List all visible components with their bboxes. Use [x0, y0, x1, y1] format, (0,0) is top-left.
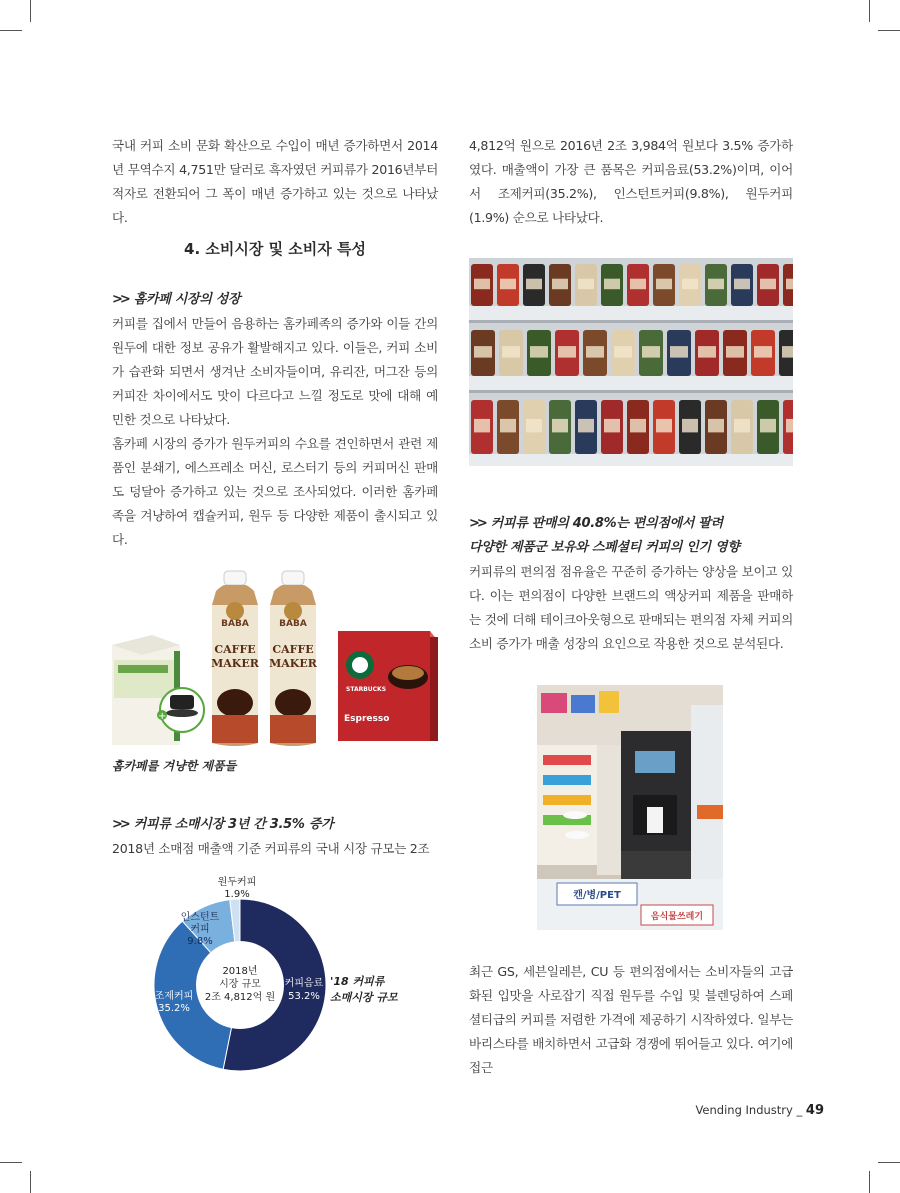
shelf-product-label — [474, 346, 492, 358]
shelf-product-label — [682, 279, 698, 290]
slice-label-instant-2: 커피 — [190, 924, 210, 935]
shelf-product-label — [670, 346, 688, 358]
slice-label-instant: 인스턴트 — [180, 912, 220, 923]
convenience-store-shelf-photo — [469, 258, 793, 466]
subhead-home-cafe: >> 홈카페 시장의 성장 — [112, 292, 241, 307]
shelf-product-label — [786, 419, 793, 433]
subhead-convenience-1: >> 커피류 판매의 40.8%는 편의점에서 팔려 — [469, 516, 723, 531]
intro-paragraph: 국내 커피 소비 문화 확산으로 수입이 매년 증가하면서 2014년 무역수지 4,751만 달러로 흑자였던 커피류가 2016년부터 적자로 전환되어 그 폭이 매년 증가하고 있는 것으로 나타났다. — [112, 138, 438, 225]
chart-side-label-1: '18 커피류 — [330, 975, 385, 988]
bottle-brand-label: BABA — [221, 619, 249, 629]
shelf-product-label — [734, 279, 750, 290]
shelf-product-label — [500, 419, 516, 433]
market-size-paragraph: 4,812억 원으로 2016년 2조 3,984억 원보다 3.5% 증가하였다. 매출액이 가장 큰 품목은 커피음료(53.2%)이며, 이어서 조제커피(35.2%), 인스턴트커피(9.8%), 원두커피(1.9%) 순으로 나타났다. — [469, 138, 793, 225]
bottle-label-line1: CAFFE — [214, 643, 256, 656]
shelf-product-label — [474, 279, 490, 290]
bin-label-food: 음식물쓰레기 — [650, 912, 704, 922]
coffee-machine-photo — [537, 685, 723, 930]
bottle-label-line1: CAFFE — [272, 643, 314, 656]
shelf-product-label — [726, 346, 744, 358]
shelf-product-label — [604, 419, 620, 433]
specialty-paragraph: 최근 GS, 세븐일레븐, CU 등 편의점에서는 소비자들의 고급화된 입맛을 사로잡기 직접 원두를 수입 및 블렌딩하여 스페셜티급의 커피를 저렴한 가격에 제공하기 시작하였다. 일부는 바리스타를 배치하면서 고급화 경쟁에 뛰어들고 있다. 여기에 접근 — [469, 964, 793, 1075]
shelf-product-label — [630, 419, 646, 433]
crop-mark — [878, 30, 900, 31]
center-label-year: 2018년 — [222, 966, 258, 977]
crop-mark — [30, 1171, 31, 1193]
shelf-product-label — [642, 346, 660, 358]
donut-svg — [140, 870, 440, 1080]
home-cafe-paragraph-1: 커피를 집에서 만들어 음용하는 홈카페족의 증가와 이들 간의 원두에 대한 정보 공유가 활발해지고 있다. 이들은, 커피 소비가 습관화 되면서 생겨난 소비자들이며, 유리잔, 머그잔 등의 커피잔 차이에서도 맛이 다르다고 느낄 정도로 맛에 대해 예민한 것으로 나타났다. — [112, 316, 438, 427]
chart-side-label-2: 소매시장 규모 — [330, 991, 398, 1004]
shelf-product-label — [754, 346, 772, 358]
home-cafe-paragraph-2: 홈카페 시장의 증가가 원두커피의 수요를 견인하면서 관련 제품인 분쇄기, 에스프레소 머신, 로스터기 등의 커피머신 판매도 덩달아 증가하고 있는 것으로 조사되었다. 이러한 홈카페족을 겨냥하여 캡슐커피, 원두 등 다양한 제품이 출시되고 있다. — [112, 436, 438, 547]
shelf-product-label — [604, 279, 620, 290]
home-cafe-products-photo — [112, 565, 438, 747]
shelf-product-label — [558, 346, 576, 358]
shelf-product-label — [656, 279, 672, 290]
shelf-product-label — [474, 419, 490, 433]
shelf-product-label — [578, 279, 594, 290]
home-cafe-section — [112, 288, 438, 552]
section-title: 4. 소비시장 및 소비자 특성 — [184, 240, 366, 258]
crop-mark — [0, 1162, 22, 1163]
shelf-product-label — [630, 279, 646, 290]
shelf-product-label — [656, 419, 672, 433]
crop-mark — [869, 0, 870, 22]
magazine-name: Vending Industry _ — [695, 1103, 803, 1117]
slice-value-prepared: 35.2% — [158, 1003, 190, 1014]
page-number: 49 — [805, 1103, 824, 1118]
shelf-product-label — [530, 346, 548, 358]
svg-text:+: + — [158, 711, 167, 722]
convenience-section — [469, 512, 793, 656]
box-brand-label: STARBUCKS — [346, 686, 387, 693]
center-label-value: 2조 4,812억 원 — [204, 992, 276, 1003]
shelf-product-label — [526, 279, 542, 290]
crop-mark — [0, 30, 22, 31]
shelf-product-label — [578, 419, 594, 433]
shelf-product-label — [614, 346, 632, 358]
slice-value-bean: 1.9% — [224, 889, 250, 900]
slice-label-bean: 원두커피 — [217, 877, 257, 888]
page-footer — [695, 1103, 824, 1118]
box-product-label: Espresso — [344, 714, 390, 724]
shelf-product-label — [586, 346, 604, 358]
crop-mark — [869, 1171, 870, 1193]
shelf-product-label — [760, 419, 776, 433]
slice-value-instant: 9.8% — [187, 936, 213, 947]
bottle-label-line2: MAKER — [269, 657, 317, 670]
shelf-product-label — [760, 279, 776, 290]
retail-paragraph: 2018년 소매점 매출액 기준 커피류의 국내 시장 규모는 2조 — [112, 841, 430, 856]
market-share-donut-chart — [140, 870, 440, 1080]
crop-mark — [30, 0, 31, 22]
shelf-product-label — [552, 419, 568, 433]
shelf-product-label — [682, 419, 698, 433]
convenience-paragraph: 커피류의 편의점 점유율은 꾸준히 증가하는 양상을 보이고 있다. 이는 편의점이 다양한 브랜드의 액상커피 제품을 판매하는 것에 더해 테이크아웃형으로 판매되는 편의점 자체 커피의 소비 증가가 매출 성장의 요인으로 작용한 것으로 분석된다. — [469, 564, 793, 651]
shelf-product-label — [786, 279, 793, 290]
crop-mark — [878, 1162, 900, 1163]
shelf-product-label — [500, 279, 516, 290]
shelf-product-label — [552, 279, 568, 290]
shelf-product-label — [526, 419, 542, 433]
shelf-product-label — [708, 279, 724, 290]
subhead-retail-growth: >> 커피류 소매시장 3년 간 3.5% 증가 — [112, 817, 334, 832]
bottle-label-line2: MAKER — [211, 657, 259, 670]
slice-label-coffee-drink: 커피음료 — [284, 978, 324, 989]
shelf-product-label — [734, 419, 750, 433]
shelf-product-label — [698, 346, 716, 358]
retail-section — [112, 813, 438, 861]
bottle-brand-label: BABA — [279, 619, 307, 629]
center-label-title: 시장 규모 — [219, 979, 261, 990]
shelf-product-label — [708, 419, 724, 433]
shelf-product-label — [502, 346, 520, 358]
photo-caption: 홈카페를 겨냥한 제품들 — [112, 759, 237, 773]
slice-label-prepared: 조제커피 — [154, 991, 194, 1002]
shelf-product-label — [782, 346, 793, 358]
slice-value-coffee-drink: 53.2% — [288, 991, 320, 1002]
bin-label: 캔/병/PET — [573, 890, 621, 901]
subhead-convenience-2: 다양한 제품군 보유와 스페셜티 커피의 인기 영향 — [469, 540, 740, 555]
